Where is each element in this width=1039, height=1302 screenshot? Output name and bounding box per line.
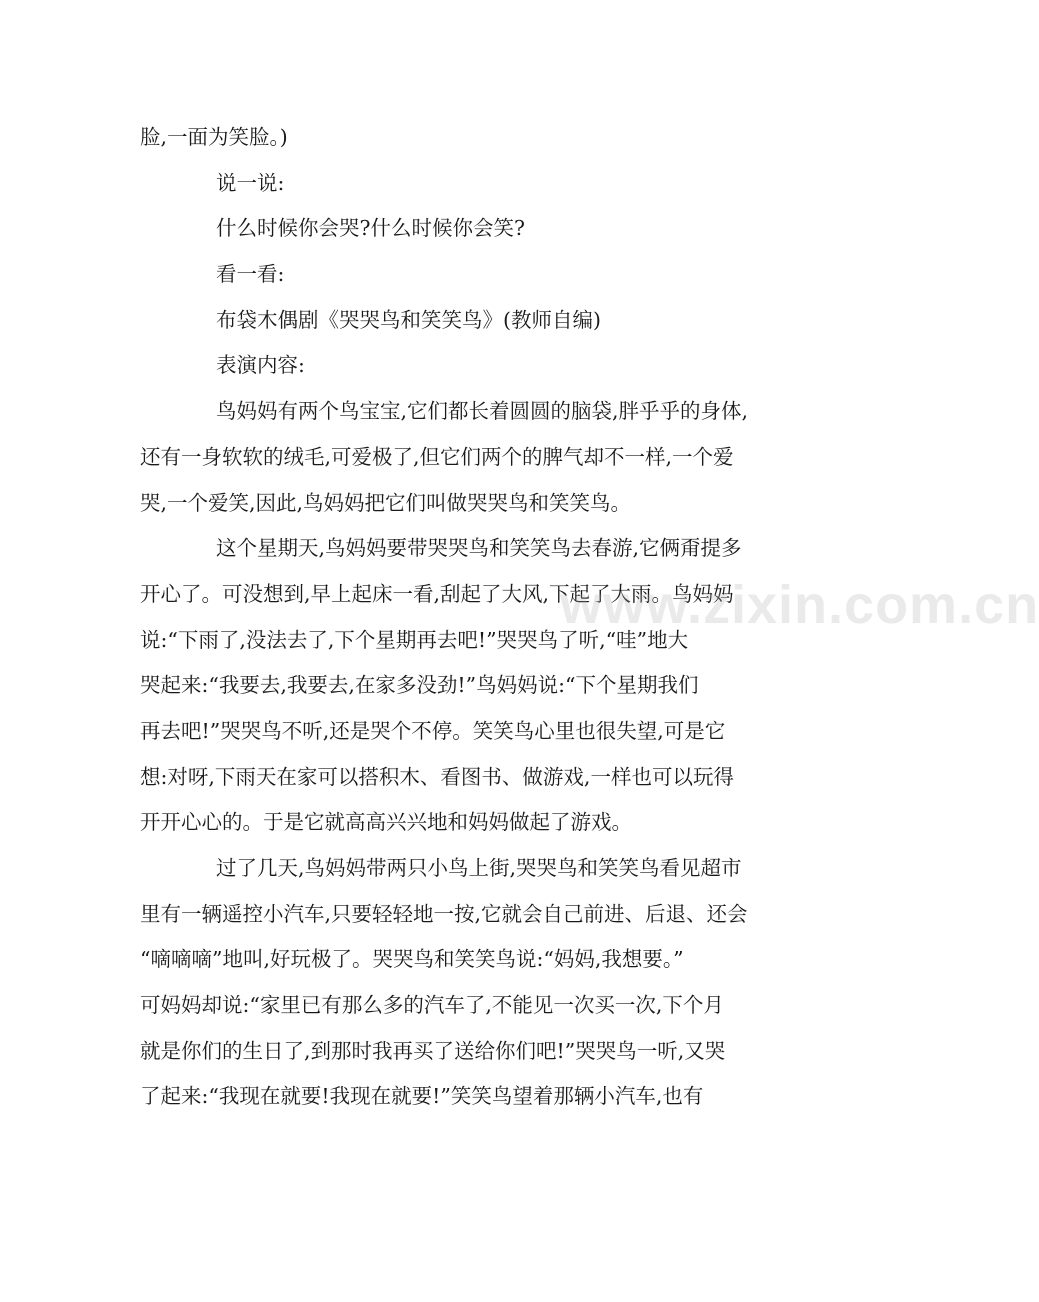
paragraph-3-line-3: “嘀嘀嘀”地叫,好玩极了。哭哭鸟和笑笑鸟说:“妈妈,我想要。” xyxy=(140,947,684,972)
text-line-3: 什么时候你会哭?什么时候你会笑? xyxy=(216,216,525,241)
paragraph-2-line-7: 开开心心的。于是它就高高兴兴地和妈妈做起了游戏。 xyxy=(140,810,632,835)
paragraph-3-line-1: 过了几天,鸟妈妈带两只小鸟上街,哭哭鸟和笑笑鸟看见超市 xyxy=(216,856,742,880)
paragraph-1-line-1: 鸟妈妈有两个鸟宝宝,它们都长着圆圆的脑袋,胖乎乎的身体, xyxy=(216,399,749,424)
puppet-show-title: 布袋木偶剧《哭哭鸟和笑笑鸟》(教师自编) xyxy=(216,307,601,332)
paragraph-2-line-4: 哭起来:“我要去,我要去,在家多没劲!”鸟妈妈说:“下个星期我们 xyxy=(140,673,699,698)
paragraph-3-line-5: 就是你们的生日了,到那时我再买了送给你们吧!”哭哭鸟一听,又哭 xyxy=(140,1038,726,1063)
paragraph-2-line-6: 想:对呀,下雨天在家可以搭积木、看图书、做游戏,一样也可以玩得 xyxy=(140,764,734,789)
paragraph-2-line-3: 说:“下雨了,没法去了,下个星期再去吧!”哭哭鸟了听,“哇”地大 xyxy=(140,627,689,652)
heading-performance: 表演内容: xyxy=(216,353,305,378)
paragraph-3-line-6: 了起来:“我现在就要!我现在就要!”笑笑鸟望着那辆小汽车,也有 xyxy=(140,1084,704,1109)
paragraph-2-line-2: 开心了。可没想到,早上起床一看,刮起了大风,下起了大雨。鸟妈妈 xyxy=(140,581,734,606)
paragraph-3-line-4: 可妈妈却说:“家里已有那么多的汽车了,不能见一次买一次,下个月 xyxy=(140,993,724,1018)
heading-look: 看一看: xyxy=(216,262,285,287)
paragraph-3-line-2: 里有一辆遥控小汽车,只要轻轻地一按,它就会自己前进、后退、还会 xyxy=(140,901,748,926)
paragraph-2-line-5: 再去吧!”哭哭鸟不听,还是哭个不停。笑笑鸟心里也很失望,可是它 xyxy=(140,718,726,743)
paragraph-1-line-2: 还有一身软软的绒毛,可爱极了,但它们两个的脾气却不一样,一个爱 xyxy=(140,444,734,469)
paragraph-1-line-3: 哭,一个爱笑,因此,鸟妈妈把它们叫做哭哭鸟和笑笑鸟。 xyxy=(140,490,632,515)
heading-say: 说一说: xyxy=(216,170,285,195)
text-line-1: 脸,一面为笑脸。) xyxy=(140,125,288,149)
paragraph-2-line-1: 这个星期天,鸟妈妈要带哭哭鸟和笑笑鸟去春游,它俩甭提多 xyxy=(216,536,742,561)
watermark-text: www.zixin.com.cn xyxy=(560,575,1039,635)
